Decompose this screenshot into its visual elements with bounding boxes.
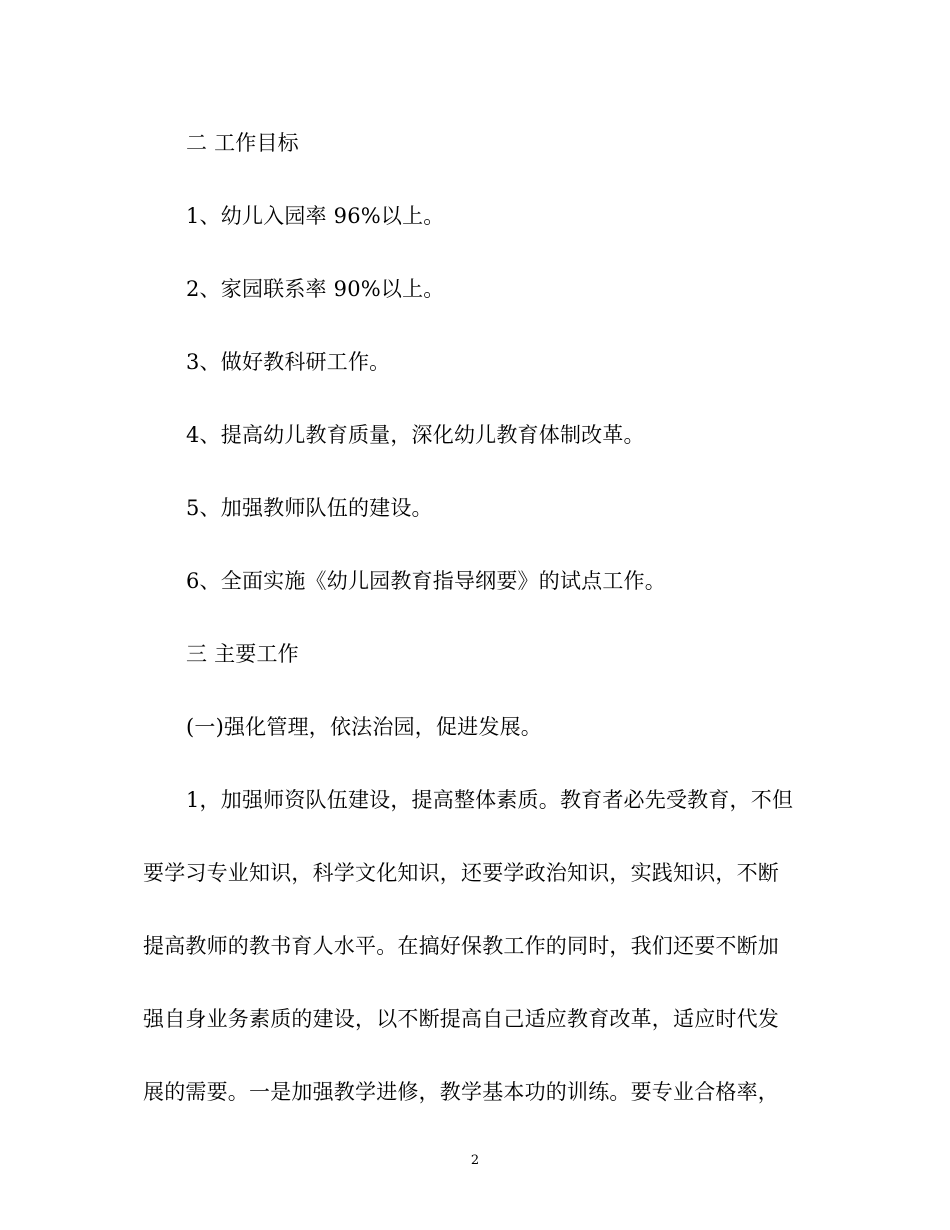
subsection-heading: (一)强化管理，依法治园，促进发展。 (186, 715, 542, 739)
paragraph-line-4: 强自身业务素质的建设，以不断提高自己适应教育改革，适应时代发 (143, 1007, 779, 1031)
paragraph-line-1: 1，加强师资队伍建设，提高整体素质。教育者必先受教育，不但 (186, 788, 794, 812)
page-number: 2 (470, 1153, 480, 1168)
section-heading-goals: 二 工作目标 (186, 131, 299, 155)
goal-item-5: 5、加强教师队伍的建设。 (186, 496, 433, 520)
paragraph-line-5: 展的需要。一是加强教学进修，教学基本功的训练。要专业合格率， (143, 1080, 779, 1104)
section-heading-main-work: 三 主要工作 (186, 642, 299, 666)
paragraph-line-2: 要学习专业知识，科学文化知识，还要学政治知识，实践知识，不断 (143, 861, 779, 885)
goal-item-3: 3、做好教科研工作。 (186, 350, 391, 374)
goal-item-2: 2、家园联系率 90%以上。 (186, 277, 445, 301)
goal-item-4: 4、提高幼儿教育质量，深化幼儿教育体制改革。 (186, 423, 645, 447)
goal-item-6: 6、全面实施《幼儿园教育指导纲要》的试点工作。 (186, 569, 666, 593)
paragraph-line-3: 提高教师的教书育人水平。在搞好保教工作的同时，我们还要不断加 (143, 934, 779, 958)
goal-item-1: 1、幼儿入园率 96%以上。 (186, 204, 445, 228)
